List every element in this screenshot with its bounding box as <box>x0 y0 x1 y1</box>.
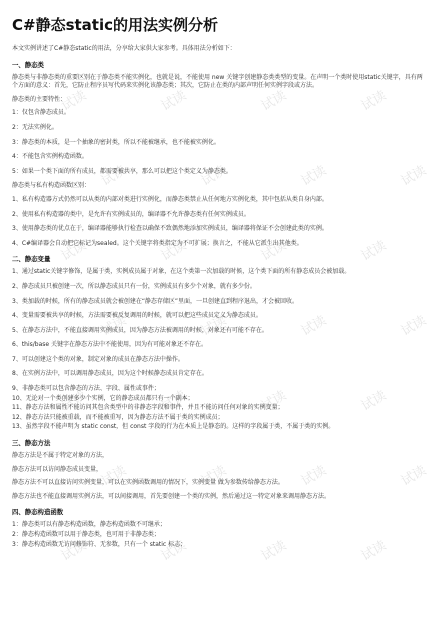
paragraph: 静态方法也不能直接调用实例方法，可以间接调用，首先要创建一个类的实例，然后通过这一特定对象来调用静态方法。 <box>12 492 331 500</box>
watermark-text: 试读 <box>58 238 90 265</box>
watermark-text: 试读 <box>258 538 290 565</box>
list-item: 6、this/base 关键字在静态方法中不能使用，因为有可能对象还不存在。 <box>12 341 207 349</box>
watermark-text: 试读 <box>198 163 230 190</box>
watermark-text: 试读 <box>398 313 430 340</box>
section-heading: 四、静态构造函数 <box>12 508 64 517</box>
document-title: C#静态static的用法实例分析 <box>12 16 219 34</box>
watermark-text: 试读 <box>258 388 290 415</box>
watermark-text: 试读 <box>158 238 190 265</box>
section-heading: 二、静态变量 <box>12 255 51 264</box>
list-item: 3：静态类的本质，是一个抽象的密封类，所以不能被继承，也不能被实例化。 <box>12 138 220 146</box>
watermark-text: 试读 <box>98 163 130 190</box>
watermark-text: 试读 <box>198 463 230 490</box>
list-item: 12、静态方法只能被重载，而不能被重写，因为静态方法不属于类的实例成员； <box>12 413 224 421</box>
list-item: 2、使用私有构造器的类中，是允许有实例成员的，编译器不允许静态类有任何实例成员。 <box>12 210 250 218</box>
list-item: 7、可以创建这个类的对象，制定对象的成员在静态方法中操作。 <box>12 355 184 363</box>
paragraph: 静态方法不可以直接访问实例变量，可以在实例函数调用的情况下，实例变量 做为参数传给静态方法。 <box>12 479 284 487</box>
list-item: 1：静态类可以有静态构造函数，静态构造函数不可继承； <box>12 521 166 529</box>
watermark-text: 试读 <box>58 388 90 415</box>
paragraph: 静态类的主要特性： <box>12 95 67 103</box>
list-item: 4：不能包含实例构造函数。 <box>12 153 88 161</box>
watermark-text: 试读 <box>158 388 190 415</box>
list-item: 13、虽然字段不能声明为 static const，但 const 字段的行为在本质上是静态的。这样的字段属于类，不属于类的实例。 <box>12 423 335 431</box>
watermark-text: 试读 <box>158 88 190 115</box>
list-item: 4、变量需要被共享的时候，方法需要被反复调用的时候，就可以把这些成员定义为静态成员。 <box>12 312 262 320</box>
section-heading: 三、静态方法 <box>12 439 51 448</box>
watermark-text: 试读 <box>198 313 230 340</box>
watermark-text: 试读 <box>98 463 130 490</box>
list-item: 3、使用静态类的优点在于，编译器能够执行检查以确保不致偶然地添加实例成员，编译器将保证不会创建此类的实例。 <box>12 225 328 233</box>
watermark-text: 试读 <box>298 463 330 490</box>
list-item: 1：仅包含静态成员。 <box>12 109 70 117</box>
watermark-text: 试读 <box>158 538 190 565</box>
watermark-text: 试读 <box>398 463 430 490</box>
watermark-text: 试读 <box>298 163 330 190</box>
paragraph: 静态方法可以访问静态成员变量， <box>12 465 103 473</box>
list-item: 8、在实例方法中，可以调用静态成员，因为这个时候静态成员肯定存在。 <box>12 370 208 378</box>
list-item: 10、无论对一个类创建多少个实例，它的静态成员都只有一个副本； <box>12 394 194 402</box>
list-item: 3：静态构造函数无访问修饰符、无参数，只有一个 static 标志； <box>12 540 187 548</box>
watermark-text: 试读 <box>98 313 130 340</box>
watermark-text: 试读 <box>358 538 390 565</box>
watermark-text: 试读 <box>358 388 390 415</box>
list-item: 1、私有构造器方式仍然可以从类的内部对类进行实例化，而静态类禁止从任何地方实例化类，其中包括从类自身内部。 <box>12 195 328 203</box>
watermark-text: 试读 <box>358 88 390 115</box>
list-item: 1、通过static关键字修饰，是属于类，实例成员属于对象，在这个类第一次加载的时候，这个类下面的所有静态成员会被加载。 <box>12 268 351 276</box>
paragraph: 静态类与私有构造函数区别： <box>12 182 91 190</box>
watermark-text: 试读 <box>358 238 390 265</box>
watermark-text: 试读 <box>58 88 90 115</box>
paragraph: 静态方法是不属于特定对象的方法， <box>12 452 109 460</box>
list-item: 11、静态方法和属性不能访问其包含类型中的非静态字段和事件，并且不能访问任何对象的实例变量； <box>12 404 284 412</box>
list-item: 4、C#编译器会自动把它标记为sealed。这个关键字将类指定为不可扩展；换言之，不能从它派生出其他类。 <box>12 239 303 247</box>
document-body <box>12 60 428 550</box>
watermark-text: 试读 <box>258 88 290 115</box>
list-item: 5、在静态方法中，不能直接调用实例成员，因为静态方法被调用的时候，对象还有可能不存在。 <box>12 326 268 334</box>
watermark-text: 试读 <box>298 313 330 340</box>
watermark-text: 试读 <box>258 238 290 265</box>
document-page <box>12 14 428 550</box>
section-heading: 一、静态类 <box>12 60 44 69</box>
list-item: 3、类加载的时候，所有的静态成员就会被创建在“静态存储区”里面，一旦创建直到程序退出，才会被回收。 <box>12 297 299 305</box>
watermark-text: 试读 <box>398 163 430 190</box>
list-item: 5：如果一个类下面的所有成员，都需要被共享，那么可以把这个类定义为静态类。 <box>12 167 232 175</box>
list-item: 2、静态成员只被创建一次，所以静态成员只有一份，实例成员有多少个对象，就有多少份。 <box>12 282 256 290</box>
intro-paragraph: 本文实例讲述了C#静态static的用法，分享给大家供大家参考。具体用法分析如下： <box>12 45 236 52</box>
paragraph: 静态类与非静态类的重要区别在于静态类不能实例化，也就是说，不能使用 new 关键字创建静态类类型的变量。在声明一个类时使用static关键字，具有两个方面的意义：首先，它防止程序员写代码来实例化该静态类；其次，它防止在类的内部声明任何实例字段或方法。 <box>12 73 423 90</box>
watermark-text: 试读 <box>58 538 90 565</box>
list-item: 2：无法实例化。 <box>12 123 58 131</box>
list-item: 9、非静态类可以包含静态的方法、字段、属性或事件； <box>12 385 160 393</box>
list-item: 2：静态构造函数可以用于静态类，也可用于非静态类； <box>12 531 160 538</box>
